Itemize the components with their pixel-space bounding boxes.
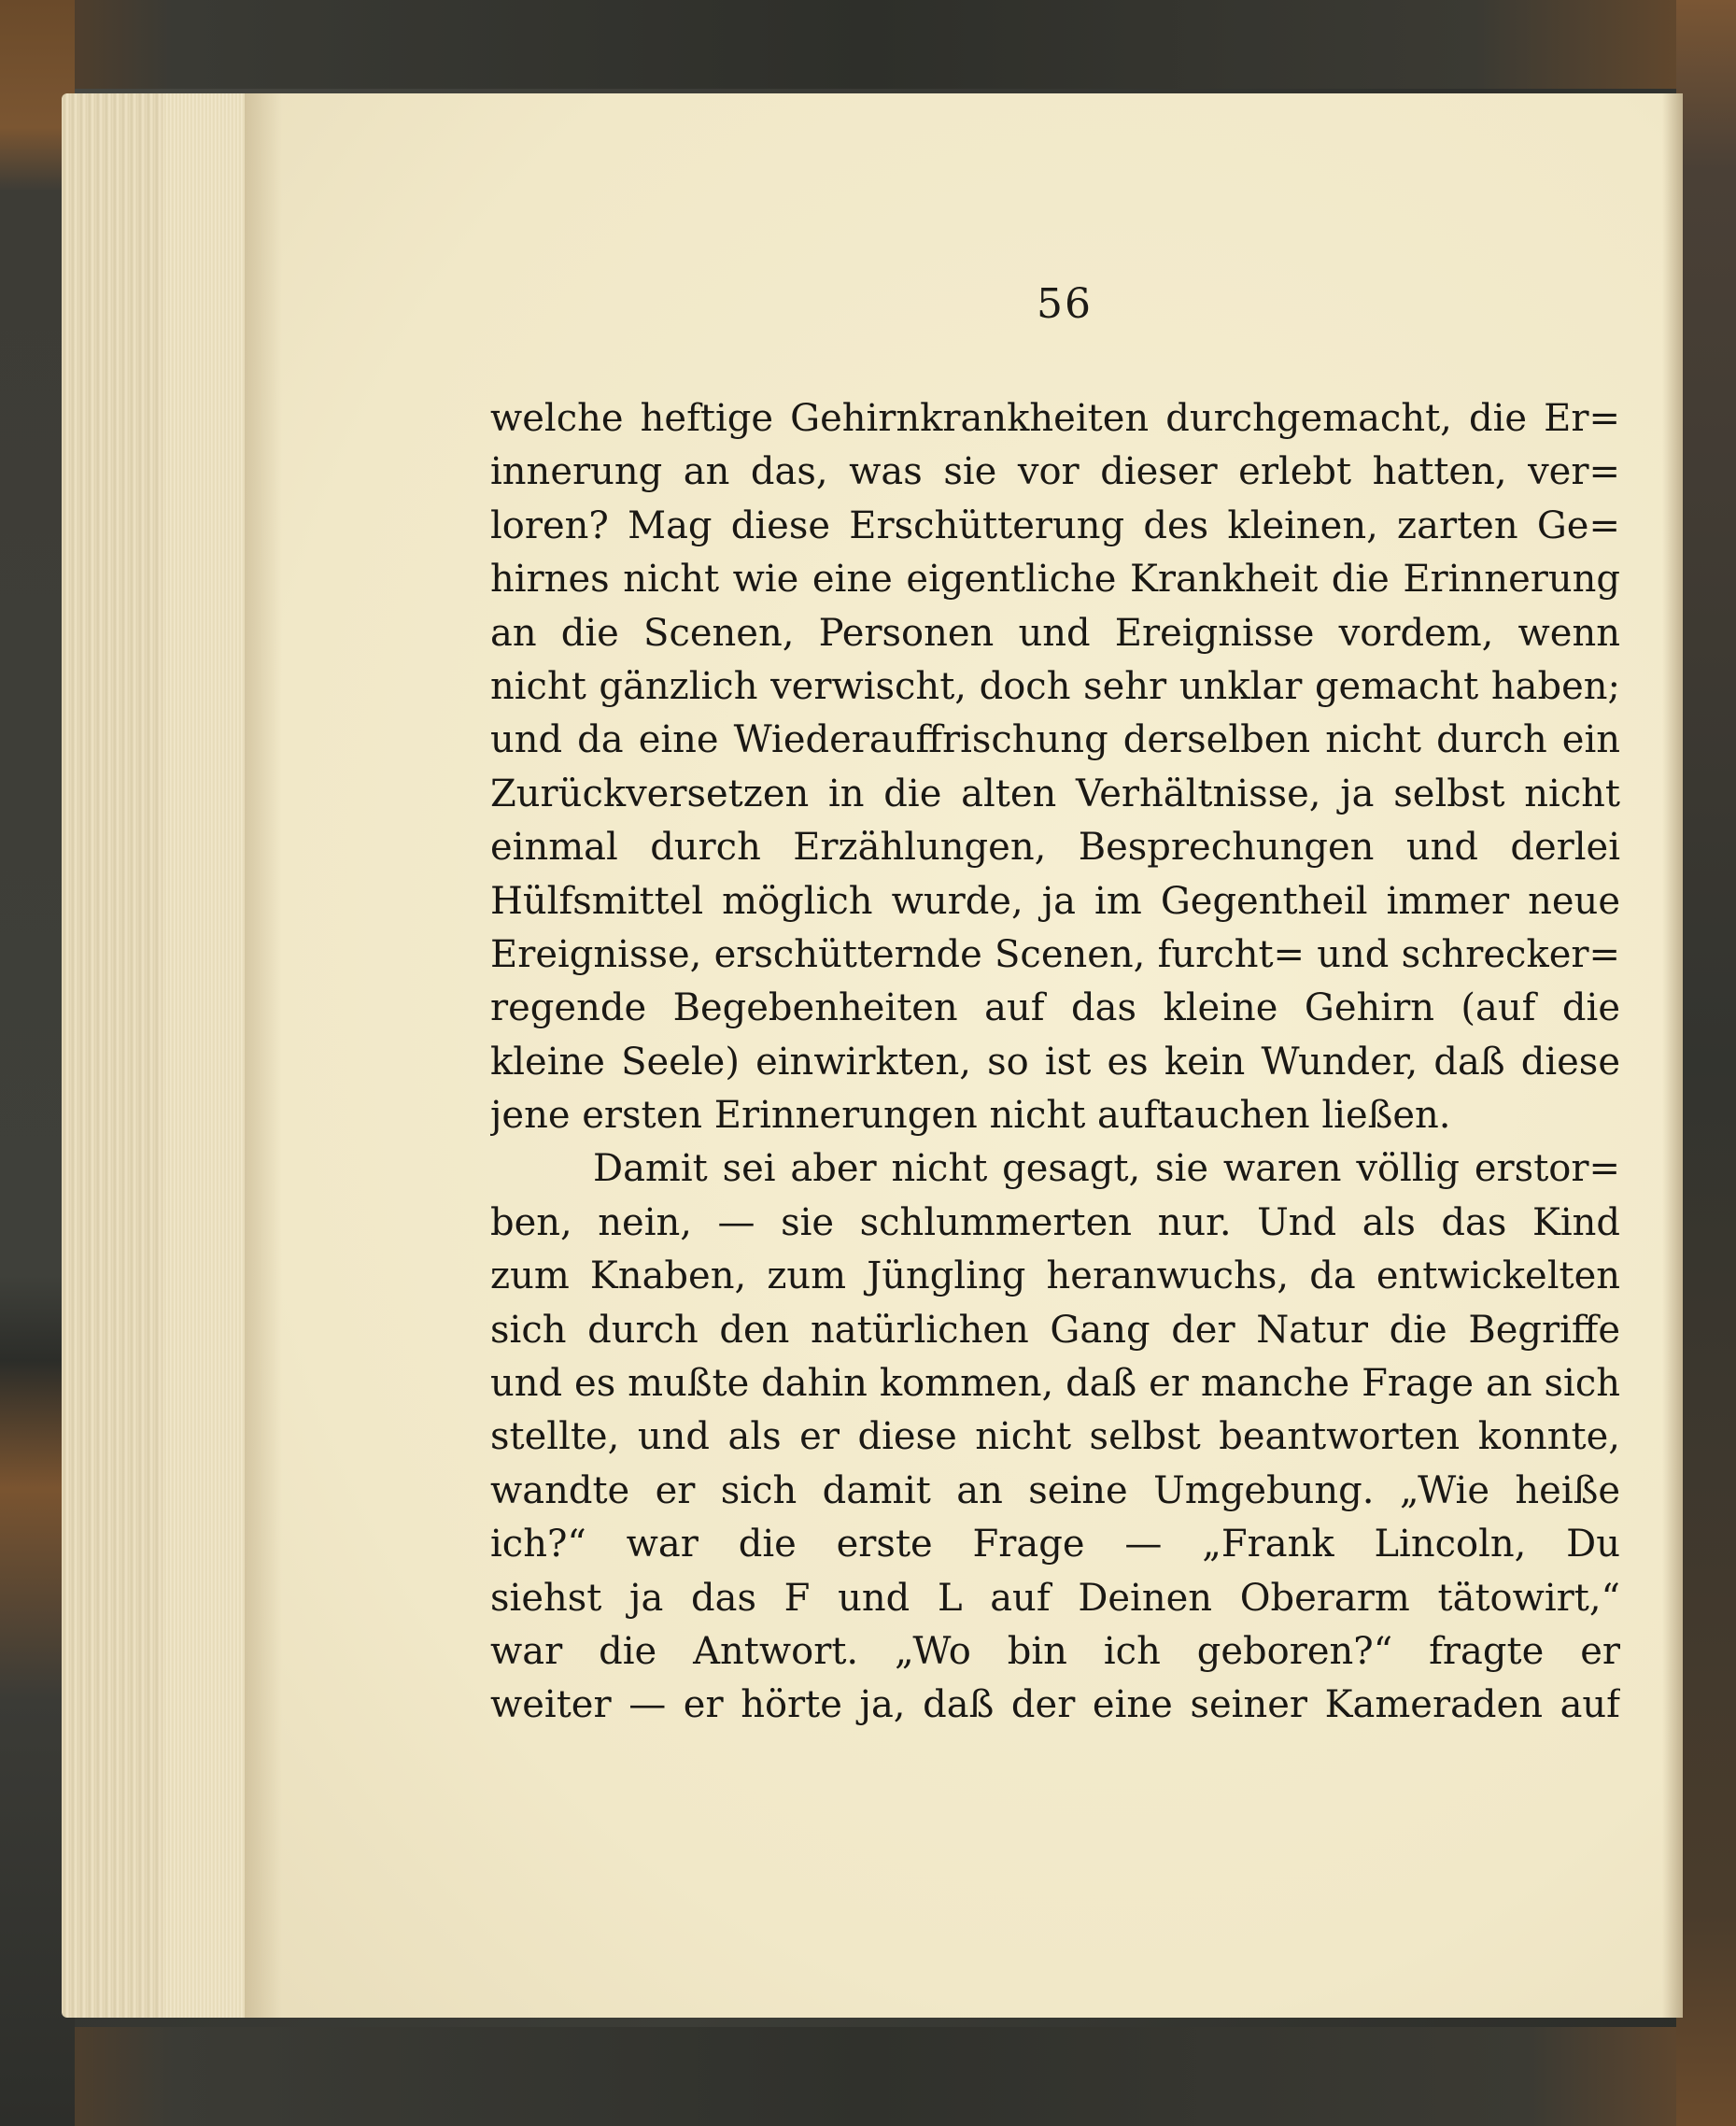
text-line: wandte er sich damit an seine Umgebung. „Wie heiße bbox=[490, 1468, 1620, 1512]
body-text bbox=[490, 392, 1620, 1733]
text-line: nicht gänzlich verwischt, doch sehr unklar gemacht haben; bbox=[490, 664, 1620, 708]
text-line: ich?“ war die erste Frage — „Frank Lincoln, Du bbox=[490, 1523, 1620, 1566]
text-line: und es mußte dahin kommen, daß er manche Frage an sich bbox=[490, 1362, 1620, 1406]
page-number: 56 bbox=[1037, 280, 1093, 328]
text-line: kleine Seele) einwirkten, so ist es kein Wunder, daß diese bbox=[490, 1040, 1620, 1084]
text-line: Hülfsmittel möglich wurde, ja im Gegentheil immer neue bbox=[490, 879, 1620, 923]
text-line: war die Antwort. „Wo bin ich geboren?“ fragte er bbox=[490, 1629, 1620, 1673]
gutter-shadow bbox=[245, 93, 282, 2018]
text-line: regende Begebenheiten auf das kleine Gehirn (auf die bbox=[490, 986, 1620, 1030]
text-line: stellte, und als er diese nicht selbst beantworten konnte, bbox=[490, 1415, 1620, 1459]
text-line: loren? Mag diese Erschütterung des kleinen, zarten Ge= bbox=[490, 503, 1620, 547]
text-line: an die Scenen, Personen und Ereignisse vordem, wenn bbox=[490, 611, 1620, 655]
page-edges-inner bbox=[163, 93, 252, 2018]
text-line: ben, nein, — sie schlummerten nur. Und als das Kind bbox=[490, 1200, 1620, 1244]
text-line: hirnes nicht wie eine eigentliche Krankheit die Erinnerung bbox=[490, 558, 1620, 602]
page-right-edge bbox=[1662, 93, 1683, 2018]
book-cover-top bbox=[0, 0, 1736, 89]
text-line: und da eine Wiederauffrischung derselben nicht durch ein bbox=[490, 718, 1620, 762]
text-line: Damit sei aber nicht gesagt, sie waren völlig erstor= bbox=[593, 1147, 1620, 1191]
text-line: sich durch den natürlichen Gang der Natur die Begriffe bbox=[490, 1308, 1620, 1352]
text-line: Zurückversetzen in die alten Verhältnisse, ja selbst nicht bbox=[490, 772, 1620, 815]
text-line: welche heftige Gehirnkrankheiten durchgemacht, die Er= bbox=[490, 397, 1620, 440]
text-line: siehst ja das F und L auf Deinen Oberarm tätowirt,“ bbox=[490, 1576, 1620, 1620]
text-line: Ereignisse, erschütternde Scenen, furcht= und schrecker= bbox=[490, 932, 1620, 976]
text-line: einmal durch Erzählungen, Besprechungen und derlei bbox=[490, 826, 1620, 870]
book-cover-bottom bbox=[0, 2027, 1736, 2126]
text-line: weiter — er hörte ja, daß der eine seiner Kameraden auf bbox=[490, 1683, 1620, 1727]
text-line: innerung an das, was sie vor dieser erlebt hatten, ver= bbox=[490, 450, 1620, 494]
text-line: zum Knaben, zum Jüngling heranwuchs, da entwickelten bbox=[490, 1254, 1620, 1298]
book-cover-right bbox=[1676, 0, 1736, 2126]
text-line: jene ersten Erinnerungen nicht auftauchen ließen. bbox=[490, 1094, 1451, 1138]
